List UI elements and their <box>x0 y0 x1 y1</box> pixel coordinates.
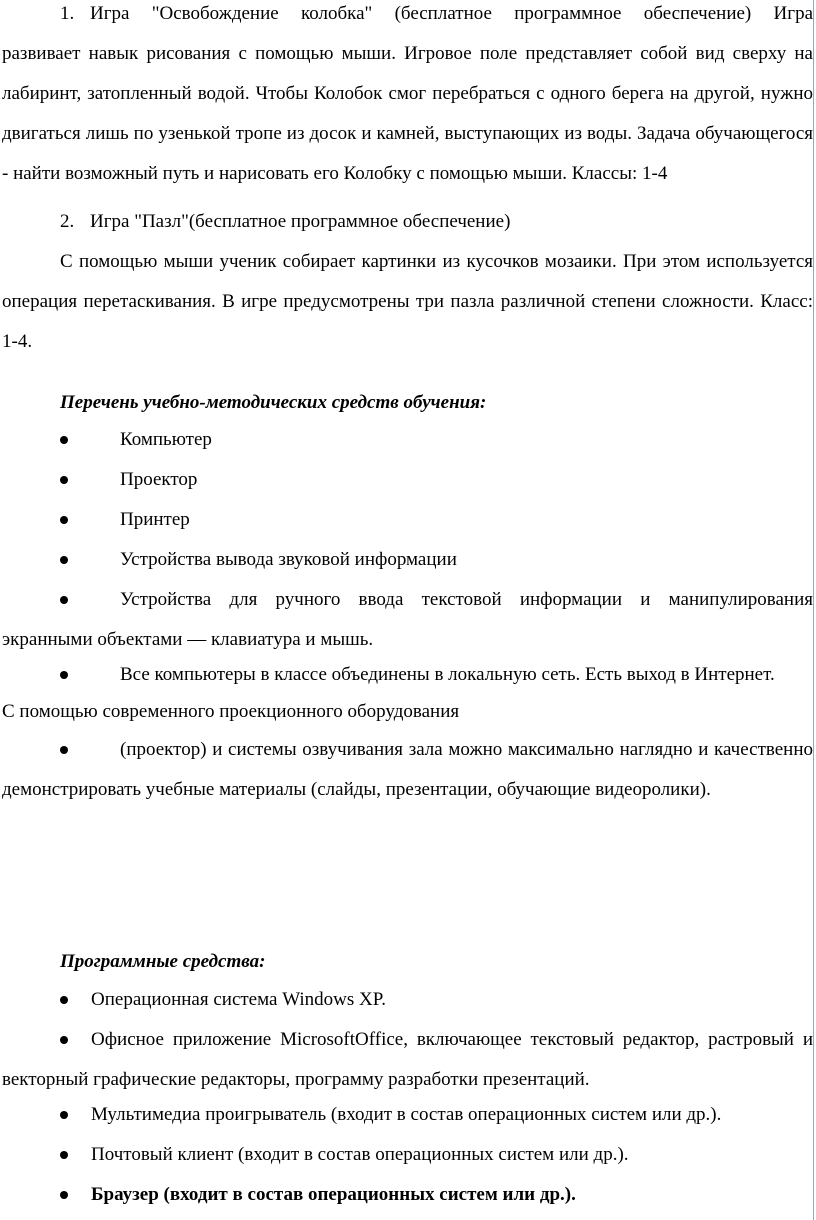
software-heading: Программные средства: <box>60 951 266 972</box>
software-item: Операционная система Windows XP. <box>91 989 386 1010</box>
software-item: Мультимедиа проигрыватель (входит в состав операционных систем или др.). <box>91 1104 722 1125</box>
bullet-icon <box>60 996 68 1004</box>
bullet-icon <box>60 1151 68 1159</box>
means-item: Принтер <box>120 509 190 530</box>
game-1-number: 1. <box>60 3 75 24</box>
software-item: Браузер (входит в состав операционных систем или др.). <box>91 1184 576 1205</box>
means-heading: Перечень учебно-методических средств обучения: <box>60 392 487 413</box>
means-item: Компьютер <box>120 429 212 450</box>
game-2-title: Игра "Пазл"(бесплатное программное обеспечение) <box>90 211 511 232</box>
software-item: Почтовый клиент (входит в состав операционных систем или др.). <box>91 1144 629 1165</box>
means-item-last: (проектор) и системы озвучивания зала можно максимально наглядно и качественно демонстрировать учебные материалы (слайды, презентации, обучающие видеоролики). <box>2 739 813 800</box>
means-item: Устройства вывода звуковой информации <box>120 549 457 570</box>
bullet-icon <box>60 671 68 679</box>
game-2-description: С помощью мыши ученик собирает картинки из кусочков мозаики. При этом используется операция перетаскивания. В игре предусмотрены три пазла различной степени сложности. Класс: 1-4. <box>2 251 813 352</box>
means-continuation: С помощью современного проекционного оборудования <box>2 701 460 722</box>
game-1-first-line: Игра "Освобождение колобка" (бесплатное программное обеспечение) Игра <box>90 3 813 24</box>
means-item: Все компьютеры в классе объединены в локальную сеть. Есть выход в Интернет. <box>120 664 775 685</box>
bullet-icon <box>60 1191 68 1199</box>
bullet-icon <box>60 516 68 524</box>
bullet-icon <box>60 556 68 564</box>
game-1-text: развивает навык рисования с помощью мыши. Игровое поле представляет собой вид сверху на лабиринт, затопленный водой. Чтобы Колобок смог перебраться с одного берега на другой, нужно двигаться лишь по узенькой тропе из досок и камней, выступающих из воды. Задача обучающегося - найти возможный путь и нарисовать его Колобку с помощью мыши. Классы: 1-4 <box>2 43 813 184</box>
means-item: Устройства для ручного ввода текстовой информации и манипулирования экранными объектами — клавиатура и мышь. <box>2 589 813 650</box>
bullet-icon <box>60 436 68 444</box>
game-2-number: 2. <box>60 211 75 232</box>
software-item: Офисное приложение MicrosoftOffice, включающее текстовый редактор, растровый и векторный графические редакторы, программу разработки презентаций. <box>2 1029 813 1090</box>
bullet-icon <box>60 476 68 484</box>
bullet-icon <box>60 1111 68 1119</box>
page-edge-line <box>813 0 814 1220</box>
means-item: Проектор <box>120 469 198 490</box>
